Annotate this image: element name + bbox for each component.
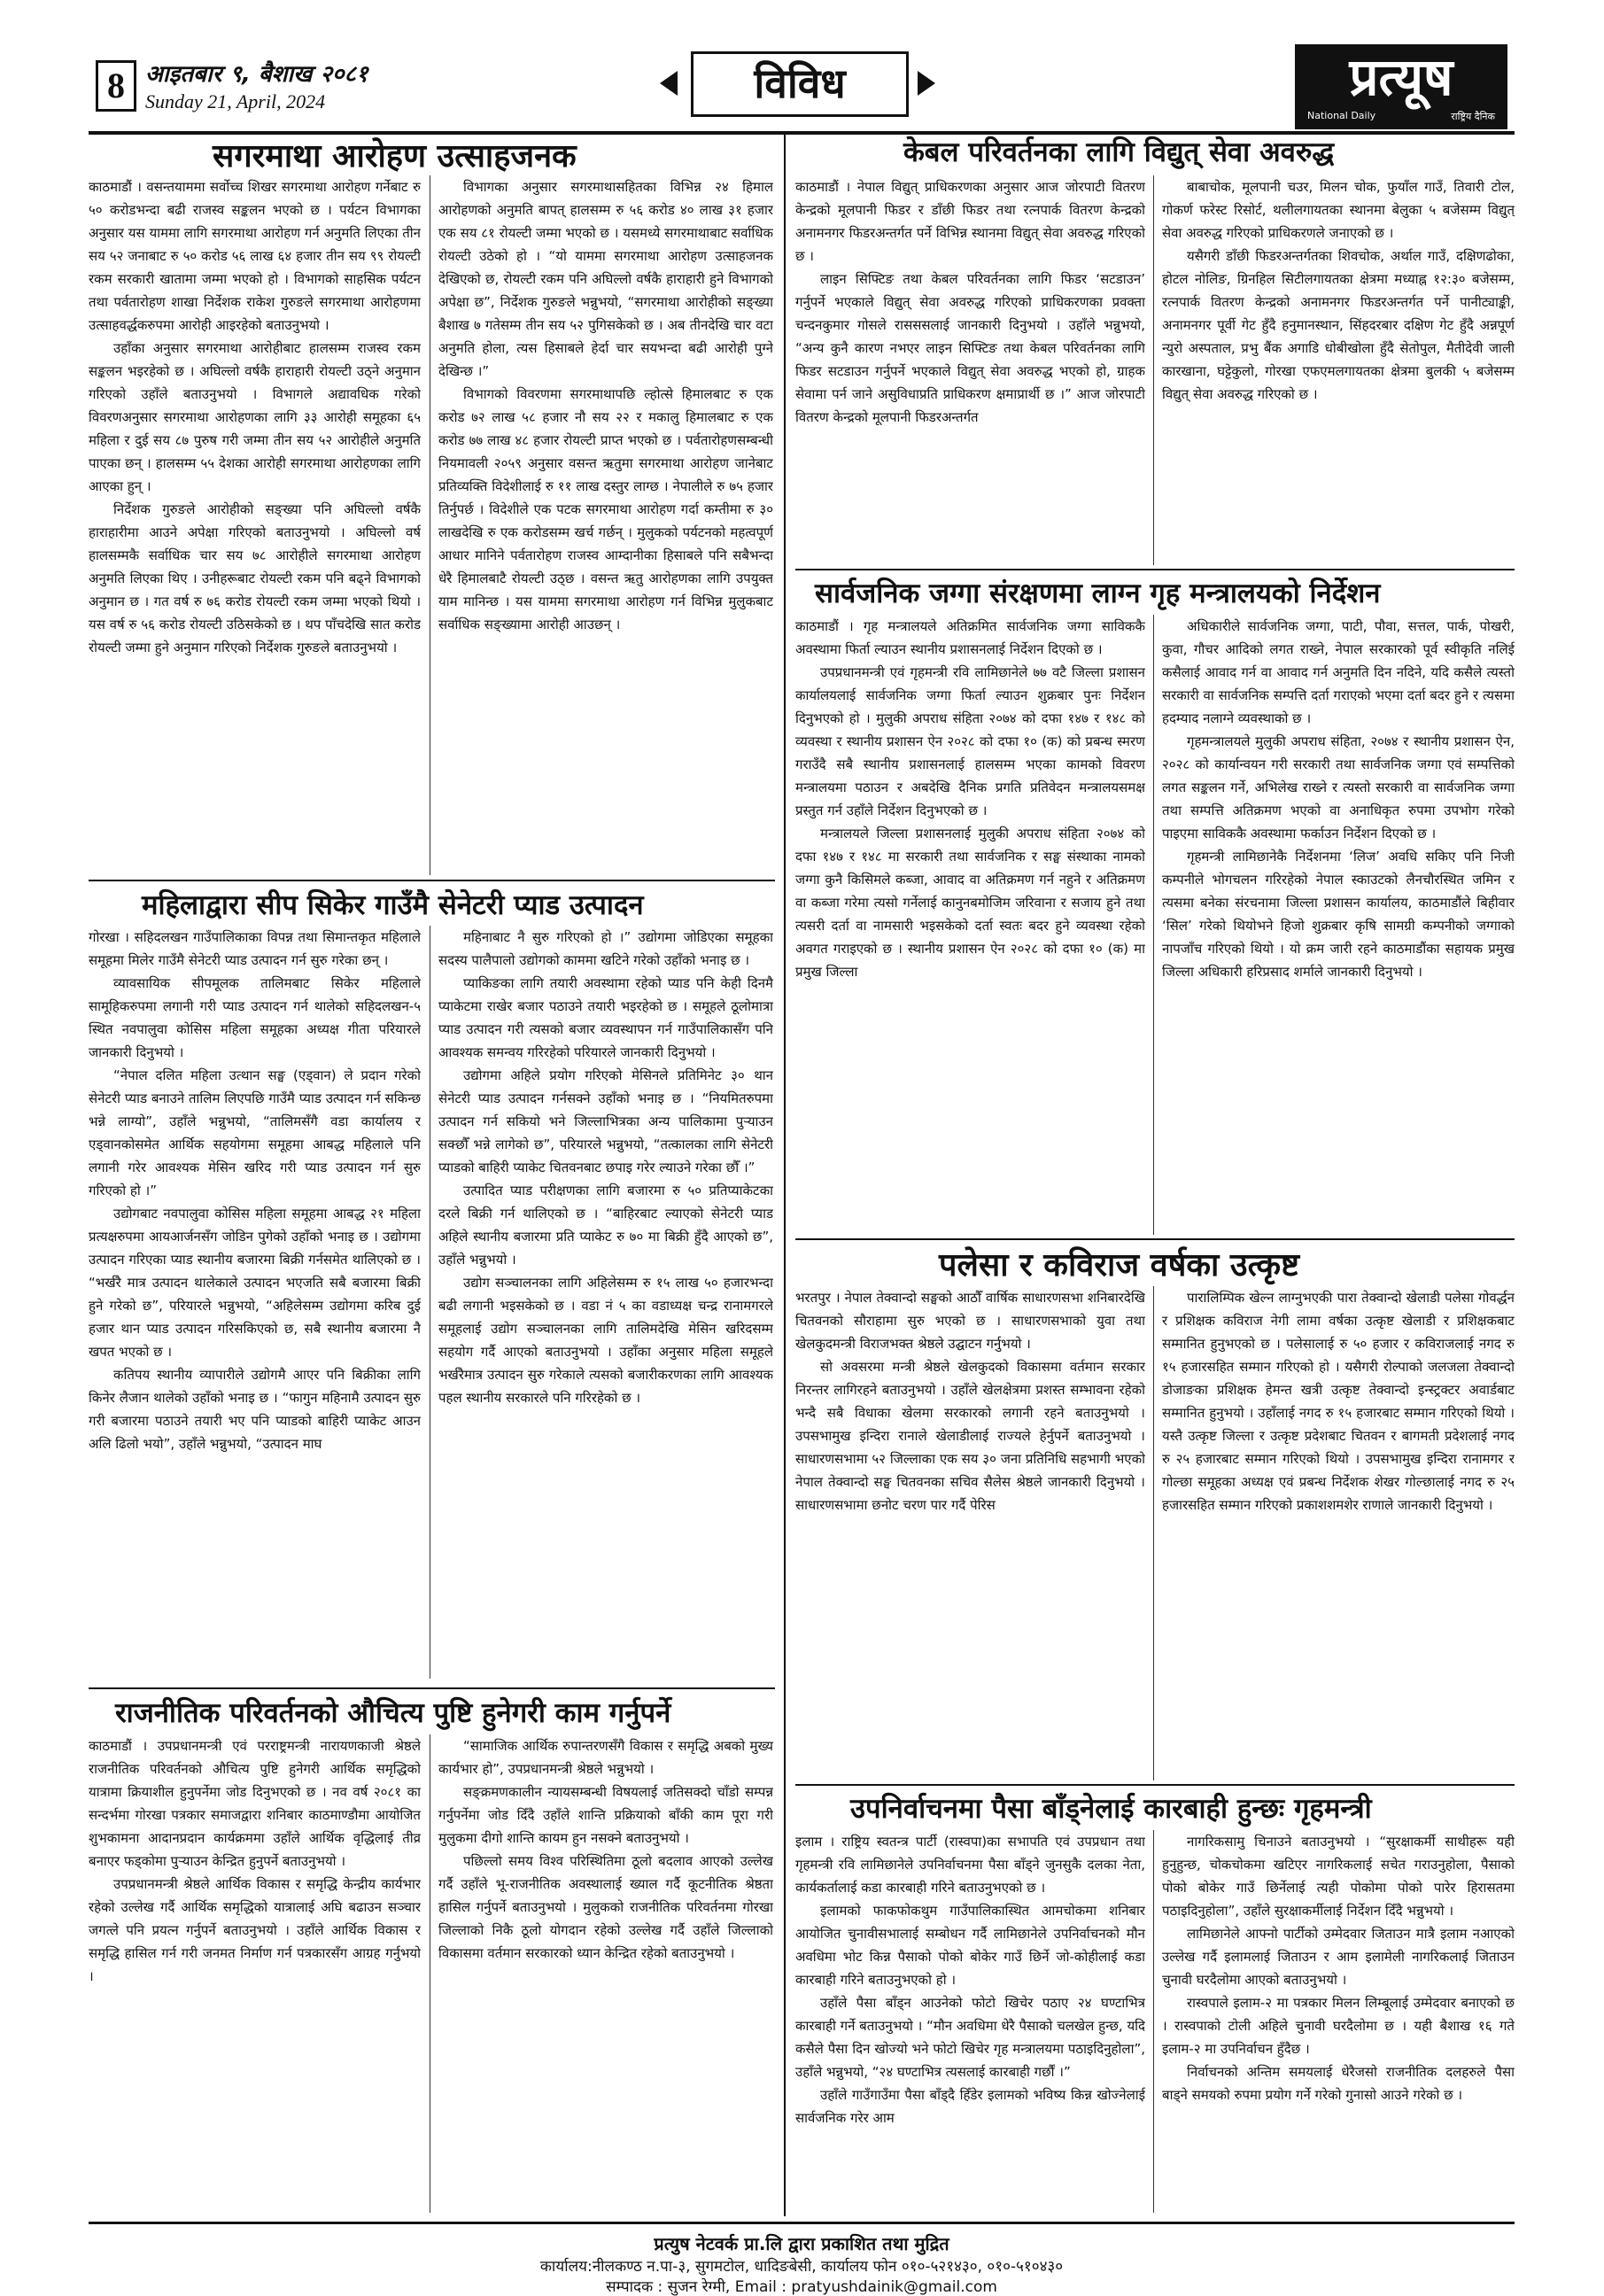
paragraph: लामिछानेले आफ्नो पार्टीको उम्मेदवार जिताउन मात्रै इलाम नआएको उल्लेख गर्दै इलामलाई जिताउन र आम इलामेली नागरिकलाई जिताउन चुनावी घरदैलोमा आएको बताउनुभयो । xyxy=(1162,1926,1515,1988)
paragraph: काठमाडौं । गृह मन्त्रालयले अतिक्रमित सार्वजनिक जग्गा साविककै अवस्थामा फिर्ता ल्याउन स्थानीय प्रशासनलाई निर्देशन दिएको छ । xyxy=(795,618,1145,657)
electricity-headline: केबल परिवर्तनका लागि विद्युत् सेवा अवरुद्ध xyxy=(903,136,1335,168)
paragraph: कतिपय स्थानीय व्यापारीले उद्योगमै आएर पनि बिक्रीका लागि किनेर लैजान थालेको उहाँको भनाइ छ । “फागुन महिनामै उत्पादन सुरु गरी बजारमा पठाउने तयारी भए पनि प्याडको बाहिरी प्याकेट आउन अलि ढिलो भयो”, उहाँले भन्नुभयो, “उत्पादन माघ xyxy=(89,1367,421,1452)
article-divider xyxy=(795,1238,1515,1240)
article-divider xyxy=(89,880,775,881)
land-headline: सार्वजनिक जग्गा संरक्षणमा लाग्न गृह मन्त्रालयको निर्देशन xyxy=(815,578,1381,609)
footer-editor: सम्पादक : सुजन रेग्मी, Email : pratyushdainik@gmail.com xyxy=(606,2278,997,2296)
pad-headline: महिलाद्वारा सीप सिकेर गाउँमै सेनेटरी प्याड उत्पादन xyxy=(142,889,644,921)
dateline xyxy=(145,57,368,113)
paragraph: विभागका अनुसार सगरमाथासहितका विभिन्न २४ हिमाल आरोहणको अनुमति बापत् हालसम्म रु ५६ करोड ४० लाख ३१ हजार एक सय ८१ रोयल्टी जम्मा भएको छ । यसमध्ये सगरमाथाबाट सर्वाधिक रोयल्टी उठेको हो । “यो याममा सगरमाथा आरोहण उत्साहजनक देखिएको छ, रोयल्टी रकम पनि अघिल्लो वर्षकै हाराहारी हुने विभागको अपेक्षा छ”, निर्देशक गुरुङले भन्नुभयो, “सगरमाथा आरोहीको सङ्ख्या बैशाख ७ गतेसम्म तीन सय ५२ पुगिसकेको छ । अब तीनदेखि चार वटा अनुमति होला, त्यस हिसाबले हेर्दा चार सयभन्दा बढी आरोही पुग्ने देखिन्छ ।” xyxy=(438,179,773,379)
footer xyxy=(89,2222,1515,2296)
masthead-logo xyxy=(1295,44,1507,129)
paragraph: अधिकारीले सार्वजनिक जग्गा, पाटी, पौवा, सत्तल, पार्क, पोखरी, कुवा, गौचर आदिको लगत राख्ने, नेपाल सरकारको पूर्व स्वीकृति नलिई कसैलाई आवाद गर्न वा आवाद गर्न अनुमति दिन नदिने, यदि कसैले त्यस्तो सरकारी वा सार्वजनिक सम्पत्ति दर्ता गराएको भएमा दर्ता बदर हुने र त्यसमा हदम्याद नलाग्ने व्यवस्थाको छ । xyxy=(1162,618,1515,726)
paragraph: काठमाडौं । उपप्रधानमन्त्री एवं परराष्ट्रमन्त्री नारायणकाजी श्रेष्ठले राजनीतिक परिवर्तनको औचित्य पुष्टि हुनेगरी आर्थिक समृद्धिको यात्रामा क्रियाशील हुनुपर्नेमा जोड दिनुभएको छ । नव वर्ष २०८१ का सन्दर्भमा गोरखा पत्रकार समाजद्वारा शनिबार काठमाण्डौमा आयोजित शुभकामना आदानप्रदान कार्यक्रममा उहाँले आर्थिक वृद्धिलाई तीव्र बनाएर फड्कोमा पुऱ्याउन केन्द्रित हुनुपर्ने बताउनुभयो । xyxy=(89,1738,421,1869)
election-col2 xyxy=(1162,1830,1515,2213)
article-divider xyxy=(795,1784,1515,1786)
pad-col2 xyxy=(438,926,773,1679)
paragraph: सङ्क्रमणकालीन न्यायसम्बन्धी विषयलाई जतिसक्दो चाँडो सम्पन्न गर्नुपर्नेमा जोड दिँदै उहाँले शान्ति प्रक्रियाको बाँकी काम पूरा गरी मुलुकमा दीगो शान्ति कायम हुन नसक्ने बताउनुभयो । xyxy=(438,1784,773,1846)
paragraph: उहाँले गाउँगाउँमा पैसा बाँड्दै हिँडेर इलामको भविष्य किन्न खोज्नेलाई सार्वजनिक गरेर आम xyxy=(795,2087,1145,2126)
paragraph: इलामको फाकफोकथुम गाउँपालिकास्थित आमचोकमा शनिबार आयोजित चुनावीसभालाई सम्बोधन गर्दै लामिछानेले उपनिर्वाचनको मौन अवधिमा भोट किन्न पैसाको पोको बोकेर गाउँ छिर्ने जो-कोहीलाई कडा कारबाही गरिने बताउनुभएको हो । xyxy=(795,1903,1145,1988)
paragraph: गोरखा । सहिदलखन गाउँपालिकाका विपन्न तथा सिमान्तकृत महिलाले समूहमा मिलेर गाउँमै सेनेटरी प्याड उत्पादन गर्न सुरु गरेका छन् । xyxy=(89,929,421,968)
paragraph: व्यावसायिक सीपमूलक तालिमबाट सिकेर महिलाले सामूहिकरुपमा लगानी गरी प्याड उत्पादन गर्न थालेको सहिदलखन-५ स्थित नवपालुवा कोसिस महिला समूहका अध्यक्ष गीता परियारले जानकारी दिनुभयो । xyxy=(89,975,421,1060)
article-divider xyxy=(795,569,1515,570)
paragraph: उहाँका अनुसार सगरमाथा आरोहीबाट हालसम्म राजस्व रकम सङ्कलन भइरहेको छ । अघिल्लो वर्षकै हाराहारी रोयल्टी उठ्ने अनुमान गरिएको उहाँले बताउनुभयो । विभागले अद्यावधिक गरेको विवरणअनुसार सगरमाथा आरोहणका लागि ३३ आरोही समूहका ६५ महिला र दुई सय ८७ पुरुष गरी जम्मा तीन सय ५२ आरोहीले अनुमति पाएका छन् । हालसम्म ५५ देशका आरोही सगरमाथा आरोहणका लागि आएका हुन् । xyxy=(89,340,421,494)
masthead-sub-en: National Daily xyxy=(1307,110,1376,121)
paragraph: “सामाजिक आर्थिक रुपान्तरणसँगै विकास र समृद्धि अबको मुख्य कार्यभार हो”, उपप्रधानमन्त्री श्रेष्ठले भन्नुभयो । xyxy=(438,1738,773,1777)
paragraph: निर्देशक गुरुङले आरोहीको सङ्ख्या पनि अघिल्लो वर्षकै हाराहारीमा आउने अपेक्षा गरिएको बताउनुभयो । अघिल्लो वर्ष हालसम्मकै सर्वाधिक चार सय ७८ आरोहीले सगरमाथा आरोहण अनुमति लिएका थिए । उनीहरूबाट रोयल्टी रकम पनि बढ्ने विभागको अनुमान छ । गत वर्ष रु ७६ करोड रोयल्टी रकम जम्मा भएको थियो । यस वर्ष रु ५६ करोड रोयल्टी उठिसकेको छ । थप पाँचदेखि सात करोड रोयल्टी जम्मा हुने अनुमान गरिएको निर्देशक गुरुङले बताउनुभयो । xyxy=(89,501,421,655)
paragraph: पारालिम्पिक खेल्न लाग्नुभएकी पारा तेक्वान्दो खेलाडी पलेसा गोवर्द्धन र प्रशिक्षक कविराज नेगी लामा वर्षका उत्कृष्ट खेलाडी र प्रशिक्षकबाट सम्मानित हुनुभएको छ । पलेसालाई रु ५० हजार र कविराजलाई नगद रु १५ हजारसहित सम्मान गरिएको हो । यसैगरी रोल्पाको जलजला तेक्वान्दो डोजाङका प्रशिक्षक हेमन्त खत्री उत्कृष्ट तेक्वान्दो इन्स्ट्रक्टर अवार्डबाट सम्मानित हुनुभयो । उहाँलाई नगद रु १५ हजारबाट सम्मान गरिएको थियो । यस्तै उत्कृष्ट जिल्ला र उत्कृष्ट प्रदेशबाट चितवन र बागमती प्रदेशलाई नगद रु २५ हजारबाट सम्मान गरिएको थियो । उपसभामुख इन्दिरा रानामगर र गोल्छा समूहका अध्यक्ष एवं प्रबन्ध निर्देशक शेखर गोल्छालाई नगद रु २५ हजारसहित सम्मान गरिएको प्रकाशशमशेर राणाले जानकारी दिनुभयो । xyxy=(1162,1290,1515,1513)
left-arrow-icon xyxy=(660,71,678,96)
paragraph: पछिल्लो समय विश्व परिस्थितिमा ठूलो बदलाव आएको उल्लेख गर्दै उहाँले भू-राजनीतिक अवस्थालाई ख्याल गर्दै कूटनीतिक श्रेष्ठता हासिल गर्नुपर्ने बताउनुभयो । मुलुकको राजनीतिक परिवर्तनमा गोरखा जिल्लाको निकै ठूलो योगदान रहेको उल्लेख गर्दै उहाँले जिल्लाको विकासमा वर्तमान सरकारको ध्यान केन्द्रित रहेको बताउनुभयो । xyxy=(438,1853,773,1961)
date-english: Sunday 21, April, 2024 xyxy=(145,90,326,112)
footer-publisher: प्रत्युष नेटवर्क प्रा.लि द्वारा प्रकाशित तथा मुद्रित xyxy=(654,2233,949,2254)
paragraph: उहाँले पैसा बाँड्न आउनेको फोटो खिचेर पठाए २४ घण्टाभित्र कारबाही गर्ने बताउनुभयो । “मौन अवधिमा धेरै पैसाको चलखेल हुन्छ, यदि कसैले पैसा दिन खोज्यो भने फोटो खिचेर गृह मन्त्रालयमा पठाइदिनुहोला”, उहाँले भन्नुभयो, “२४ घण्टाभित्र त्यसलाई कारबाही गर्छौं ।” xyxy=(795,1995,1145,2080)
land-col1 xyxy=(795,615,1145,1235)
column-divider xyxy=(1153,175,1154,565)
right-arrow-icon xyxy=(918,71,935,96)
paragraph: इलाम । राष्ट्रिय स्वतन्त्र पार्टी (रास्वपा)का सभापति एवं उपप्रधान तथा गृहमन्त्री रवि लामिछानेले उपनिर्वाचनमा पैसा बाँड्ने जुनसुकै दलका नेता, कार्यकर्तालाई कडा कारबाही गरिने बताउनुभएको छ । xyxy=(795,1834,1145,1896)
land-col2 xyxy=(1162,615,1515,1235)
paragraph: रास्वपाले इलाम-२ मा पत्रकार मिलन लिम्बूलाई उम्मेदवार बनाएको छ । रास्वपाको टोली अहिले चुनावी घरदैलोमा छ । यही बैशाख १६ गते इलाम-२ मा उपनिर्वाचन हुँदैछ । xyxy=(1162,1995,1515,2057)
paragraph: मन्त्रालयले जिल्ला प्रशासनलाई मुलुकी अपराध संहिता २०७४ को दफा १४७ र १४८ मा सरकारी तथा सार्वजनिक र सङ्घ संस्थाका नामको जग्गा कुनै किसिमले कब्जा, आवाद वा अतिक्रमण गर्न नहुने र अतिक्रमण वा कब्जा गरेमा त्यसो गर्नेलाई कानुनबमोजिम जरिवाना र सजाय हुने तथा त्यसरी दर्ता वा नामसारी भइसकेको दर्ता स्वतः बदर हुने व्यवस्था रहेको अवगत गराइएको छ । स्थानीय प्रशासन ऐन २०२८ को दफा १० (क) मा प्रमुख जिल्ला xyxy=(795,826,1145,980)
paragraph: भरतपुर । नेपाल तेक्वान्दो सङ्घको आठौँ वार्षिक साधारणसभा शनिबारदेखि चितवनको सौराहामा सुरु भएको छ । साधारणसभाको युवा तथा खेलकुदमन्त्री विराजभक्त श्रेष्ठले उद्घाटन गर्नुभयो । xyxy=(795,1290,1145,1352)
section-title: विविध xyxy=(691,51,909,117)
paragraph: नागरिकसामु चिनाउने बताउनुभयो । “सुरक्षाकर्मी साथीहरू यही हुनुहुन्छ, चोकचोकमा खटिएर नागरिकलाई सचेत गराउनुहोला, पैसाको पोको बोकेर गाउँ छिर्नेलाई त्यही पोकोमा पोको पारेर हिरासतमा पठाइदिनुहोला”, उहाँले सुरक्षाकर्मीलाई निर्देशन दिँदै भन्नुभयो । xyxy=(1162,1834,1515,1919)
paragraph: महिनाबाट नै सुरु गरिएको हो ।” उद्योगमा जोडिएका समूहका सदस्य पालैपालो उद्योगको काममा खटिने गरेको उहाँको भनाइ छ । xyxy=(438,929,773,968)
paragraph: उद्योगबाट नवपालुवा कोसिस महिला समूहमा आबद्ध २१ महिला प्रत्यक्षरुपमा आयआर्जनसँग जोडिन पुगेको उहाँको भनाइ छ । उद्योगमा उत्पादन गरिएका प्याड स्थानीय बजारमा बिक्री गर्नसमेत थालिएको छ । “भर्खरै मात्र उत्पादन थालेकाले उत्पादन भएजति सबै बजारमा बिक्री हुने गरेको छ”, परियारले भन्नुभयो, “अहिलेसम्म उद्योगमा करिब दुई हजार थान प्याड उत्पादन गरिसकिएको छ, सबै स्थानीय बजारमा नै खपत भएको छ । xyxy=(89,1206,421,1360)
political-col2 xyxy=(438,1734,773,2213)
everest-col2 xyxy=(438,175,773,875)
column-divider xyxy=(1153,1830,1154,2213)
page-number: 8 xyxy=(96,60,136,112)
paragraph: यसैगरी डाँछी फिडरअन्तर्गतका शिवचोक, अर्थाल गाउँ, दक्षिणढोका, होटल नोलिङ, ग्रिनहिल सिटीलगायतका क्षेत्रमा मध्याह्न १२:३० बजेसम्म, रत्नपार्क वितरण केन्द्रको अनामनगर फिडरअन्तर्गत पर्ने पानीट्याङ्की, अनामनगर पूर्वी गेट हुँदै हनुमानस्थान, सिंहदरबार दक्षिण गेट हुँदै अन्नपूर्ण न्युरो अस्पताल, प्रभु बैंक अगाडि धोबीखोला हुँदै सेतोपुल, मैतीदेवी जाली कारखाना, घट्टेकुलो, गोरखा एफएमलगायतका क्षेत्रमा बुलकी ५ बजेसम्म विद्युत् सेवा अवरुद्ध गरिएको छ । xyxy=(1162,248,1515,402)
electricity-col1 xyxy=(795,175,1145,565)
paragraph: “नेपाल दलित महिला उत्थान सङ्घ (एड्वान) ले प्रदान गरेको सेनेटरी प्याड बनाउने तालिम लिएपछि गाउँमै प्याड उत्पादन गर्न सकिन्छ भन्ने लाग्यो”, उहाँले भन्नुभयो, “तालिमसँगै वडा कार्यालय र एड्वानकोसमेत आर्थिक सहयोगमा समूहमा आबद्ध महिलाले पनि लगानी गरेर आवश्यक मेसिन खरिद गरी प्याड उत्पादन गर्न सुरु गरिएको हो ।” xyxy=(89,1067,421,1198)
paragraph: विभागको विवरणमा सगरमाथापछि ल्होत्से हिमालबाट रु एक करोड ७२ लाख ५८ हजार नौ सय २२ र मकालु हिमालबाट रु एक करोड ७७ लाख ४८ हजार रोयल्टी प्राप्त भएको छ । पर्वतारोहणसम्बन्धी नियमावली २०५९ अनुसार वसन्त ऋतुमा सगरमाथा आरोहण जानेबाट प्रतिव्यक्ति विदेशीलाई रु ११ लाख दस्तुर लाग्छ । नेपालीले रु ७५ हजार तिर्नुपर्छ । विदेशीले एक पटक सगरमाथा आरोहण गर्दा कम्तीमा रु ३० लाखदेखि रु एक करोडसम्म खर्च गर्छन् । मुलुकको पर्यटनको महत्वपूर्ण आधार मानिने पर्वतारोहण राजस्व आम्दानीका हिसाबले पनि सबैभन्दा धेरै हिमालबाटै रोयल्टी उठ्छ । वसन्त ऋतु आरोहणका लागि उपयुक्त याम मानिन्छ । यस याममा सगरमाथा आरोहण गर्न विभिन्न मुलुकबाट सर्वाधिक सङ्ख्यामा आरोही आउछन् । xyxy=(438,386,773,632)
paragraph: उद्योगमा अहिले प्रयोग गरिएको मेसिनले प्रतिमिनेट ३० थान सेनेटरी प्याड उत्पादन गर्नसक्ने उहाँको भनाइ छ । “नियमितरुपमा उत्पादन गर्न सकियो भने जिल्लाभित्रका अन्य पालिकामा पुऱ्याउन सक्छौँ भन्ने लागेको छ”, परियारले भन्नुभयो, “तत्कालका लागि सेनेटरी प्याडको बाहिरी प्याकेट चितवनबाट छपाइ गरेर ल्याउने गरेका छौँ ।” xyxy=(438,1067,773,1175)
paragraph: काठमाडौं । नेपाल विद्युत् प्राधिकरणका अनुसार आज जोरपाटी वितरण केन्द्रको मूलपानी फिडर र डाँछी फिडर तथा रत्नपार्क वितरण केन्द्रको अनामनगर फिडरअन्तर्गत पर्ने विभिन्न स्थानमा विद्युत् सेवा अवरुद्ध गरिएको छ । xyxy=(795,179,1145,264)
paragraph: उपप्रधानमन्त्री श्रेष्ठले आर्थिक विकास र समृद्धि केन्द्रीय कार्यभार रहेको उल्लेख गर्दै आर्थिक समृद्धिको यात्रालाई अघि बढाउन सञ्चार जगत्ले पनि प्रयत्न गर्नुपर्ने बताउनुभयो । उहाँले आर्थिक विकास र समृद्धि हासिल गर्न गरी जनमत निर्माण गर्न पत्रकारसँग आग्रह गर्नुभयो । xyxy=(89,1876,421,1984)
masthead-sub-np: राष्ट्रिय दैनिक xyxy=(1451,111,1495,122)
footer-address: कार्यालय:नीलकण्ठ न.पा-३, सुगमटोल, धादिङबेसी, कार्यालय फोन ०१०-५२१४३०, ०१०-५१०४३० xyxy=(539,2258,1064,2276)
paragraph: गृहमन्त्री लामिछानेकै निर्देशनमा ‘लिज’ अवधि सकिए पनि निजी कम्पनीले भोगचलन गरिरहेको नेपाल स्काउटको लैनचौरस्थित जमिन र त्यसमा बनेका संरचनामा जिल्ला प्रशासन कार्यालय, काठमाडौंले बिहीवार ‘सिल’ गरेको थियोभने हिजो शुक्रबार कृषि सामग्री कम्पनीको जग्गाको नापजाँच गरिएको थियो । यो क्रम जारी रहने काठमाडौंका सहायक प्रमुख जिल्ला अधिकारी हरिप्रसाद शर्माले जानकारी दिनुभयो । xyxy=(1162,849,1515,980)
everest-headline: सगरमाथा आरोहण उत्साहजनक xyxy=(213,138,577,175)
paragraph: उपप्रधानमन्त्री एवं गृहमन्त्री रवि लामिछानेले ७७ वटै जिल्ला प्रशासन कार्यालयलाई सार्वजनिक जग्गा फिर्ता ल्याउन शुक्रबार पुनः निर्देशन दिनुभएको हो । मुलुकी अपराध संहिता २०७४ को दफा १४७ र १४८ को व्यवस्था र स्थानीय प्रशासन ऐन २०२८ को दफा १० (क) को प्रबन्ध स्मरण गराउँदै सबै स्थानीय प्रशासनलाई हालसम्म भएका कामको विवरण मन्त्रालयमा पठाउन र अबदेखि दैनिक प्रगति प्रतिवेदन मन्त्रालयसमक्ष प्रस्तुत गर्न उहाँले निर्देशन दिनुभएको छ । xyxy=(795,664,1145,818)
palesa-headline: पलेसा र कविराज वर्षका उत्कृष्ट xyxy=(939,1247,1300,1284)
electricity-col2 xyxy=(1162,175,1515,565)
pad-col1 xyxy=(89,926,421,1679)
political-col1 xyxy=(89,1734,421,2213)
political-headline: राजनीतिक परिवर्तनको औचित्य पुष्टि हुनेगरी काम गर्नुपर्ने xyxy=(115,1697,671,1729)
article-divider xyxy=(89,1687,775,1689)
paragraph: उत्पादित प्याड परीक्षणका लागि बजारमा रु ५० प्रतिप्याकेटका दरले बिक्री गर्न थालिएको छ । “बाहिरबाट ल्याएको सेनेटरी प्याड अहिले स्थानीय बजारमा प्रति प्याकेट रु ७० मा बिक्री हुँदै आएको छ”, उहाँले भन्नुभयो । xyxy=(438,1183,773,1268)
election-col1 xyxy=(795,1830,1145,2213)
column-divider xyxy=(1153,1286,1154,1780)
column-divider xyxy=(1153,615,1154,1235)
paragraph: गृहमन्त्रालयले मुलुकी अपराध संहिता, २०७४ र स्थानीय प्रशासन ऐन, २०२८ को कार्यान्वयन गरी सरकारी तथा सार्वजनिक जग्गा एवं सम्पत्तिको लगत सङ्कलन गर्ने, अभिलेख राख्ने र त्यस्तो सरकारी वा सार्वजनिक जग्गा तथा सम्पत्ति अतिक्रमण भएको वा अनाधिकृत रुपमा उपभोग गरेको पाइएमा साविककै अवस्थामा फर्काउन निर्देशन दिएको छ । xyxy=(1162,733,1515,842)
paragraph: सो अवसरमा मन्त्री श्रेष्ठले खेलकुदको विकासमा वर्तमान सरकार निरन्तर लागिरहने बताउनुभयो । उहाँले खेलक्षेत्रमा प्रशस्त सम्भावना रहेको भन्दै सबै विधाका खेलमा सरकारको लगानी रहने बताउनुभयो । उपसभामुख इन्दिरा रानाले खेलाडीलाई राज्यले हेर्नुपर्ने बताउनुभयो । साधारणसभामा ५२ जिल्लाका एक सय ३० जना प्रतिनिधि सहभागी भएको नेपाल तेक्वान्दो सङ्घ चितवनका सचिव सैलेस श्रेष्ठले जानकारी दिनुभयो । साधारणसभामा छनोट चरण पार गर्दै पेरिस xyxy=(795,1359,1145,1513)
paragraph: निर्वाचनको अन्तिम समयलाई धेरैजसो राजनीतिक दलहरुले पैसा बाड्ने समयको रुपमा प्रयोग गर्ने गरेको गुनासो आउने गरेको छ । xyxy=(1162,2064,1515,2103)
paragraph: प्याकिङका लागि तयारी अवस्थामा रहेको प्याड पनि केही दिनमै प्याकेटमा राखेर बजार पठाउने तयारी भइरहेको छ । समूहले ठूलोमात्रा प्याड उत्पादन गरी त्यसको बजार व्यवस्थापन गर्न गाउँपालिकासँग पनि आवश्यक समन्वय गरिरहेको परियारले जानकारी दिनुभयो । xyxy=(438,975,773,1060)
date-nepali: आइतबार ९, बैशाख २०८१ xyxy=(145,61,368,88)
center-divider xyxy=(784,135,786,2216)
paragraph: काठमाडौं । वसन्तयाममा सर्वोच्च शिखर सगरमाथा आरोहण गर्नेबाट रु ५० करोडभन्दा बढी राजस्व सङ्कलन भएको छ । पर्यटन विभागका अनुसार यस याममा लागि सगरमाथा आरोहण गर्न अनुमति लिएका तीन सय ५२ जनाबाट रु ५० करोड ५६ लाख ६४ हजार तीन सय ९९ रोयल्टी रकम सरकारी खातामा जम्मा भएको हो । विभागको साहसिक पर्यटन तथा पर्वतारोहण शाखा निर्देशक राकेश गुरुङले सगरमाथा आरोहणमा उत्साहवर्द्धकरुपमा आरोही आइरहेको बताउनुभयो । xyxy=(89,179,421,333)
everest-col1 xyxy=(89,175,421,875)
masthead-name: प्रत्यूष xyxy=(1349,47,1453,107)
palesa-col2 xyxy=(1162,1286,1515,1780)
paragraph: बाबाचोक, मूलपानी चउर, मिलन चोक, फुयाँल गाउँ, तिवारी टोल, गोकर्ण फरेस्ट रिसोर्ट, थलीलगायतका स्थानमा बेलुका ५ बजेसम्म विद्युत् सेवा अवरुद्ध गरिएको प्राधिकरणले जनाएको छ । xyxy=(1162,179,1515,241)
election-headline: उपनिर्वाचनमा पैसा बाँड्नेलाई कारबाही हुन्छः गृहमन्त्री xyxy=(850,1793,1372,1825)
paragraph: लाइन सिफ्टिङ तथा केबल परिवर्तनका लागि फिडर ‘सटडाउन’ गर्नुपर्ने भएकाले विद्युत् सेवा अवरुद्ध गरिएको प्राधिकरणका प्रवक्ता चन्दनकुमार गोसले रासससलाई जानकारी दिनुभयो । उहाँले भन्नुभयो, “अन्य कुनै कारण नभएर लाइन सिफ्टिङ तथा केबल परिवर्तनका लागि फिडर सटडाउन गर्नुपर्ने भएकाले विद्युत् सेवा अवरुद्ध भएको हो, ग्राहक सेवामा पर्न जाने असुविधाप्रति प्राधिकरण क्षमाप्रार्थी छ ।” आज जोरपाटी वितरण केन्द्रको मूलपानी फिडरअन्तर्गत xyxy=(795,271,1145,425)
paragraph: उद्योग सञ्चालनका लागि अहिलेसम्म रु १५ लाख ५० हजारभन्दा बढी लगानी भइसकेको छ । वडा नं ५ का वडाध्यक्ष चन्द्र रानामगरले समूहलाई उद्योग सञ्चालनका लागि तालिमदेखि मेसिन खरिदसम्म सहयोग गर्दै आएको बताउनुभयो । उहाँका अनुसार महिला समूहले भर्खरैमात्र उत्पादन सुरु गरेकाले त्यसको बजारीकरणका लागि आवश्यक पहल स्थानीय सरकारले पनि गरिरहेको छ । xyxy=(438,1275,773,1406)
palesa-col1 xyxy=(795,1286,1145,1780)
